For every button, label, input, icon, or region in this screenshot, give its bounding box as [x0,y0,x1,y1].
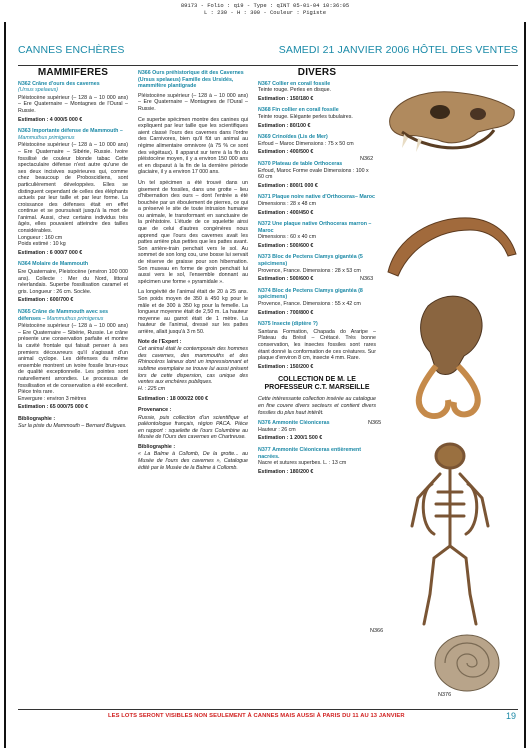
lot-description: Dimensions : 60 x 40 cm [258,234,316,241]
lot-title: Fin collier en corail fossile [272,107,339,114]
lot-n368 [258,107,376,129]
lot-description: Pléistocène supérieur (– 128 à – 10 000 ans) – Ere Quaternaire – Montagnes de l'Oural – Russie. [138,92,248,112]
caption-n363: N363 [360,276,374,282]
column-mammiferes [18,67,128,429]
lot-title: Crâne d'ours des cavernes [32,80,100,87]
lot-title: Crâne de Mammouth avec ses défenses – [18,309,109,322]
ammonite-image [432,632,502,694]
lot-title: Crinoïdes (Lis de Mer) [272,134,328,141]
bear-skull-image [382,76,520,162]
lot-number: N376 [258,420,271,427]
lot-n367 [258,81,376,103]
bibliography-text: « La Balme à Collomb, De la grotte... au Musée de l'ours des cavernes », Catalogue édité par le Musée de la Balme à Collomb. [138,451,248,471]
collection-text: Cette intéressante collection insérée au catalogue en fine couvre divers secteurs et contient divers fossiles du plus haut intérêt. [258,396,376,416]
lot-species: Mammuthus primigenus [18,134,75,141]
bibliography-text: Sur la piste du Mammouth – Bernard Buigues. [18,422,127,429]
lot-n377 [258,447,376,475]
page-number: 19 [505,711,516,721]
lot-estimate: Estimation : 65 000/75 000 € [18,404,89,411]
lot-title: Ammonite Cléoniceras entièrement nacrées. [258,446,362,460]
lot-species: (Ursus spelaeus) [18,87,59,94]
lot-description-2: Ce superbe spécimen montre des canines qui expliquent par leur taille que les scientifiques aient classé l'ours des cavernes dans l'ordre des Carnivores, bien qu'il fût un animal au régime alimentaire omnivore (à 75 % ce sont des végétaux). Il apparut sur terre à la fin du pléistocène moyen, il y a environ 150 000 ans et en disparut à la fin de la dernière période glaciaire, il y a environ 17 000 ans. [138,116,248,176]
collection-title: COLLECTION DE M. LE PROFESSEUR C.T. MARSEILLE [264,376,370,392]
page-header [18,36,518,66]
page-footer [18,709,518,723]
catalog-page [18,36,522,748]
print-header-line-1: 89173 - Folio : q19 - Type : qINT 05-01-04 10:36:05 [180,2,350,9]
lot-number: N366 [138,70,151,76]
print-header-line-2: L : 230 - H : 300 - Couleur : Pigiste [203,9,327,16]
lot-estimate: Estimation : 800/1 000 € [258,182,318,189]
lot-number: N373 [258,254,271,261]
lot-n376 [258,420,376,442]
caption-n376: N376 [438,692,452,698]
lot-description: Erfoud – Maroc Dimensions : 75 x 50 cm [258,140,354,147]
caption-n362: N362 [360,156,374,162]
expert-note-title: Note de l'Expert : [138,338,182,345]
provenance-title: Provenance : [138,406,172,413]
bear-skeleton-image [380,434,520,630]
lot-number: N367 [258,80,271,87]
lot-description: Pléistocène supérieur (– 128 à – 10 000 ans) – Ere Quaternaire – Sibérie, Russie. Ivoire fossilisé de couleur blonde tabac Cette spectaculaire défense n'est autre qu'une de ses deux incisives supérieures qui, comme chez beaucoup de Proboscidiens, sont particulièrement développées. Elles se distinguent cependant de celles des éléphants actuels par leur taille et par leur forme. La croissance des défenses était en effet continue et se poursuivait jusqu'à la mort de l'animal. Aussi, chez certains individus très âgés, elles pouvaient atteindre des tailles considérables. [18,142,128,235]
lot-dimension: Longueur : 160 cm [18,234,63,241]
auction-house-title: CANNES ENCHÈRES [18,44,125,56]
column-divers [258,67,376,480]
lot-dimension: Envergure : environ 3 mètres [18,395,87,402]
lot-title: Molaire de Mammouth [32,261,89,268]
lot-estimate: Estimation : 400/450 € [258,209,314,216]
lot-n364 [18,261,128,304]
lot-number: N368 [258,107,271,114]
lot-height: H. : 225 cm [138,385,166,392]
lot-n362 [18,81,128,124]
section-title-mammiferes: MAMMIFERES [37,67,109,78]
lot-number: N365 [18,309,31,315]
lot-number: N362 [18,80,31,87]
lot-description: Hauteur : 26 cm [258,426,296,433]
sale-date-title: SAMEDI 21 JANVIER 2006 HÔTEL DES VENTES [278,44,518,56]
lot-n374 [258,288,376,316]
lot-estimate: Estimation : 6 000/7 000 € [18,249,83,256]
lot-title: Collier en corail fossile [272,80,331,87]
lot-description-4: La longévité de l'animal était de 20 à 25 ans. Son poids moyen de 350 à 450 kg pour le mâle et de 300 à 350 kg pour la femelle. La longueur moyenne était de 2,50 m. La hauteur moyenne au garrot était de 1 mètre. La hauteur de l'animal, dressé sur les pattes arrière, allait jusqu'à 3 m 50. [138,289,248,335]
lot-n363 [18,128,128,256]
lot-estimate: Estimation : 400/500 € [258,149,314,156]
lot-description: Provence, France. Dimensions : 55 x 42 cm [258,301,361,308]
lot-number: N363 [18,128,31,135]
mammoth-skull-image [380,286,520,426]
lot-n370 [258,161,376,189]
lot-title: Bloc de Pectens Clamys gigantéa (5 spécimens) [258,254,363,268]
lot-n375 [258,321,376,370]
bibliography-title: Bibliographie : [138,443,176,450]
lot-title: Importante défense de Mammouth – [32,128,123,135]
lot-dimension: Poids estimé : 10 kg [18,241,66,248]
lot-description: Provence, France. Dimensions : 28 x 53 cm [258,267,361,274]
lot-estimate: Estimation : 700/800 € [258,309,314,316]
lot-estimate: Estimation : 150/200 € [258,363,314,370]
caption-n365: N365 [368,420,382,426]
lot-description: Dimensions : 28 x 48 cm [258,200,316,207]
provenance-text: Russie, puis collection d'un scientifique et paléontologue français, région PACA. Pièce en rapport : squelette de l'ours Columbine au Musée de l'Ours des cavernes en Chartreuse. [138,414,248,441]
lot-description: Pléistocène supérieur (– 128 à – 10 000 ans) – Ere Quaternaire – Montagnes de l'Oural – Russie. [18,94,128,114]
lot-description: Teinte rouge. Elégante perles tubulaires. [258,113,353,120]
lot-description: Santana Formation, Chapada do Araripe – Plateau du Brésil – Crétacé. Très bonne conservation, les insectes fossiles sont rares étant donné la conformation de ces créatures. Sur plaque d'environ 8 cm, insecte 4 mm. Rare. [258,328,376,362]
lot-number: N369 [258,134,271,141]
lot-n373 [258,254,376,282]
lot-estimate: Estimation : 80/100 € [258,122,311,129]
lot-estimate: Estimation : 500/600 € [258,242,314,249]
lot-estimate: Estimation : 180/200 € [258,468,314,475]
lot-description: Pléistocène supérieur (– 128 à – 10 000 ans) – Ere Quaternaire – Sibérie, Russie. Le crâne présente une conservation parfaite et montre la cavité frontale qui faisait penser à ses premiers découvreurs qu'il s'agissait d'un animal cyclope. Les défenses du même ensemble montrent un ivoire fossile brun-roux de qualité exceptionnelle. Les pointes sont naturellement arrondies. Le processus de fossilisation et de conservation a été excellent. Pièce très rare. [18,323,128,396]
lot-description: Teinte rouge. Perles en disque. [258,87,332,94]
lot-n365 [18,309,128,411]
lot-estimate: Estimation : 500/600 € [258,276,314,283]
bibliography-title: Bibliographie : [18,415,56,422]
lot-number: N370 [258,160,271,167]
lot-description: Ere Quaternaire, Pleistocène (environ 100 000 ans). Collecte : Mer du Nord, littoral néerlandais. Superbe fossilisation caramel et gris. Longueur : 26 cm. Soclée. [18,269,128,295]
section-title-divers: DIVERS [297,67,337,78]
lot-number: N371 [258,194,271,201]
expert-note-text: Cet animal était le contemporain des hommes des cavernes, des mammouths et des Rhinocéros laineux dont un impressionnant et sublime exemplaire se trouve lui aussi présent lors de cette dispersion, cas unique des ventes aux enchères publiques. [138,346,248,386]
lot-estimate: Estimation : 150/180 € [258,95,314,102]
lot-title: Insecte (diptère ?) [272,321,318,328]
lot-description: Erfoud, Maroc Forme ovale Dimensions : 100 x 60 cm [258,167,369,181]
lot-estimate: Estimation : 4 000/5 000 € [18,116,83,123]
lot-n369 [258,134,376,156]
lot-estimate: Estimation : 600/700 € [18,297,74,304]
lot-description: Nacre et sutures superbes. L. : 13 cm [258,460,347,467]
caption-n366: N366 [370,628,384,634]
mammoth-tusk-image [382,210,520,280]
lot-title: Plateau de table Orthoceras [272,160,343,167]
lot-number: N375 [258,321,271,328]
lot-title: Ammonite Cléoniceras [272,420,330,427]
lot-number: N377 [258,446,271,453]
lot-number: N372 [258,221,271,228]
lot-title: Plaque noire native d'Orthoceras– Maroc [272,194,375,201]
column-ours [138,70,248,471]
lot-title: Bloc de Pectens Clamys gigantéa (8 spécimens) [258,287,363,301]
lot-description-3: Un tel spécimen a été trouvé dans un gisement de fossiles, dans une grotte – lieu d'hibernation des ours – dont l'entrée a été bouchée par un éboulement de pierres, ce qui a préservé le site de toute intrusion humaine ou animale, le transformant en sanctuaire de la préhistoire. L'étude de ce squelette ainsi que de celui d'autres congénères nous apprend que l'ours des cavernes avait les pattes arrière plus petites que les pattes avant. Son arrière-train penchait vers le sol. Au sommet de son long cou, une bosse lui servait de réserve de graisse pour son hibernation. Son museau en forme de groin penchait lui aussi vers le sol, l'ensemble donnant au spécimen une forme « pyramidale ». [138,179,248,285]
lot-species: Mammuthus primigenus [46,315,104,322]
lot-n372 [258,221,376,249]
lot-number: N364 [18,261,31,268]
lot-title: Une plaque native Orthoceras marron – Maroc [258,221,372,234]
lot-estimate: Estimation : 18 000/22 000 € [138,396,209,403]
lot-number: N374 [258,287,271,294]
lot-estimate: Estimation : 1 200/1 500 € [258,435,323,442]
footer-notice: LES LOTS SERONT VISIBLES NON SEULEMENT À CANNES MAIS AUSSI À PARIS DU 11 AU 13 JANVIER [108,713,405,719]
print-header-info [0,0,530,22]
lot-title: Ours préhistorique dit des Cavernes (Ursus spelaeus) Famille des Ursidés, mammifère plantigrade [138,70,244,90]
lot-n371 [258,194,376,216]
